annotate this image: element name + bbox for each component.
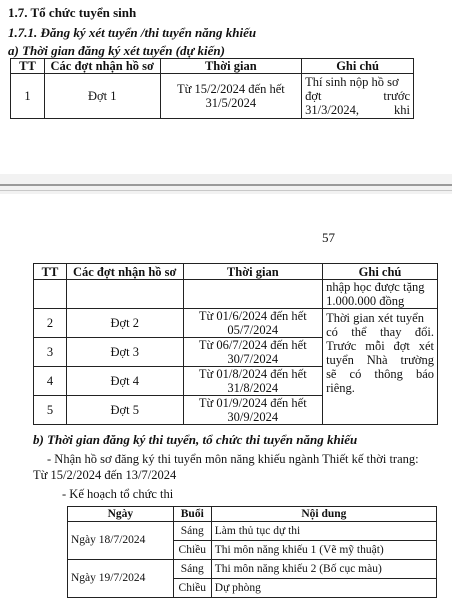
col-header-date: Ngày xyxy=(68,507,174,522)
registration-table-1 xyxy=(10,58,414,119)
cell-tt: 2 xyxy=(34,309,67,338)
note-word: đợt xyxy=(305,89,322,103)
cell-dot: Đợt 3 xyxy=(66,338,183,367)
cell-tt: 4 xyxy=(34,367,67,396)
cell-time xyxy=(183,280,323,309)
time-line-1: Từ 01/9/2024 đến hết xyxy=(198,396,307,410)
note-line-2 xyxy=(305,89,410,103)
time-line-1: Từ 15/2/2024 đến hết xyxy=(176,82,285,96)
cell-note xyxy=(302,74,414,119)
col-header-note: Ghi chú xyxy=(323,264,438,280)
col-header-tt: TT xyxy=(11,59,45,74)
col-header-session: Buổi xyxy=(173,507,211,522)
time-line-2: 31/8/2024 xyxy=(227,381,279,395)
col-header-note: Ghi chú xyxy=(302,59,414,74)
cell-dot: Đợt 1 xyxy=(44,74,160,119)
cell-time xyxy=(183,367,323,396)
page-break-line xyxy=(0,190,452,191)
cell-session: Chiều xyxy=(173,541,211,560)
cell-time xyxy=(160,74,302,119)
cell-dot: Đợt 5 xyxy=(66,396,183,425)
note-word: khi xyxy=(394,103,410,117)
cell-time xyxy=(183,309,323,338)
cell-session: Sáng xyxy=(173,560,211,579)
note-line: sẽ có thông báo xyxy=(326,367,434,381)
cell-content: Thi môn năng khiếu 2 (Bố cục màu) xyxy=(211,560,436,579)
cell-content: Thi môn năng khiếu 1 (Vẽ mỹ thuật) xyxy=(211,541,436,560)
cell-date: Ngày 19/7/2024 xyxy=(68,560,174,598)
note-line-1: Thí sinh nộp hồ sơ xyxy=(305,75,399,89)
part-b-heading: b) Thời gian đăng ký thi tuyển, tổ chức thi tuyển năng khiếu xyxy=(33,432,358,447)
cell-session: Sáng xyxy=(173,522,211,541)
subsection-heading: 1.7.1. Đăng ký xét tuyển /thi tuyển năng khiếu xyxy=(8,25,257,40)
cell-dot: Đợt 2 xyxy=(66,309,183,338)
note-line: nhập học được tặng xyxy=(326,280,425,294)
cell-tt: 3 xyxy=(34,338,67,367)
table-row xyxy=(34,309,438,338)
note-line-3 xyxy=(305,103,410,117)
part-a-heading: a) Thời gian đăng ký xét tuyển (dự kiến) xyxy=(8,43,225,58)
note-word: trước xyxy=(383,89,410,103)
para-b-line-2: Từ 15/2/2024 đến 13/7/2024 xyxy=(33,468,177,482)
time-line-2: 05/7/2024 xyxy=(227,323,279,337)
cell-dot: Đợt 4 xyxy=(66,367,183,396)
table-row xyxy=(11,74,414,119)
time-line-2: 30/9/2024 xyxy=(227,410,279,424)
time-line-1: Từ 01/8/2024 đến hết xyxy=(198,367,307,381)
cell-dot xyxy=(66,280,183,309)
time-line-2: 30/7/2024 xyxy=(227,352,279,366)
time-line-1: Từ 06/7/2024 đến hết xyxy=(198,338,307,352)
note-line: riêng. xyxy=(326,381,355,395)
table-row xyxy=(68,560,437,579)
note-line: Trước mỗi đợt xét xyxy=(326,339,434,353)
cell-time xyxy=(183,338,323,367)
cell-tt: 1 xyxy=(11,74,45,119)
table-row xyxy=(68,522,437,541)
col-header-content: Nội dung xyxy=(211,507,436,522)
cell-content: Dự phòng xyxy=(211,579,436,598)
col-header-tt: TT xyxy=(34,264,67,280)
note-word: 31/3/2024, xyxy=(305,103,359,117)
col-header-dot: Các đợt nhận hồ sơ xyxy=(66,264,183,280)
cell-note xyxy=(323,280,438,309)
plan-label: - Kế hoạch tổ chức thi xyxy=(62,487,174,501)
col-header-time: Thời gian xyxy=(183,264,323,280)
page-break-line xyxy=(0,184,452,186)
page-number: 57 xyxy=(322,230,335,245)
cell-date: Ngày 18/7/2024 xyxy=(68,522,174,560)
col-header-dot: Các đợt nhận hồ sơ xyxy=(44,59,160,74)
note-line: có thể thay đổi. xyxy=(326,325,434,339)
time-line-2: 31/5/2024 xyxy=(205,96,257,110)
note-line: Thời gian xét tuyển xyxy=(326,311,424,325)
note-line: 1.000.000 đồng xyxy=(326,294,405,308)
note-line: tuyển Nhà trường xyxy=(326,353,434,367)
table-row xyxy=(34,280,438,309)
time-line-1: Từ 01/6/2024 đến hết xyxy=(198,309,307,323)
cell-tt: 5 xyxy=(34,396,67,425)
cell-tt xyxy=(34,280,67,309)
cell-content: Làm thủ tục dự thi xyxy=(211,522,436,541)
section-heading: 1.7. Tổ chức tuyển sinh xyxy=(8,5,137,20)
para-b-line-1: - Nhận hồ sơ đăng ký thi tuyển môn năng khiếu ngành Thiết kế thời trang: xyxy=(47,452,419,466)
exam-schedule-table xyxy=(67,506,437,598)
cell-session: Chiều xyxy=(173,579,211,598)
col-header-time: Thời gian xyxy=(160,59,302,74)
registration-table-2 xyxy=(33,263,438,425)
cell-time xyxy=(183,396,323,425)
cell-note-merged xyxy=(323,309,438,425)
